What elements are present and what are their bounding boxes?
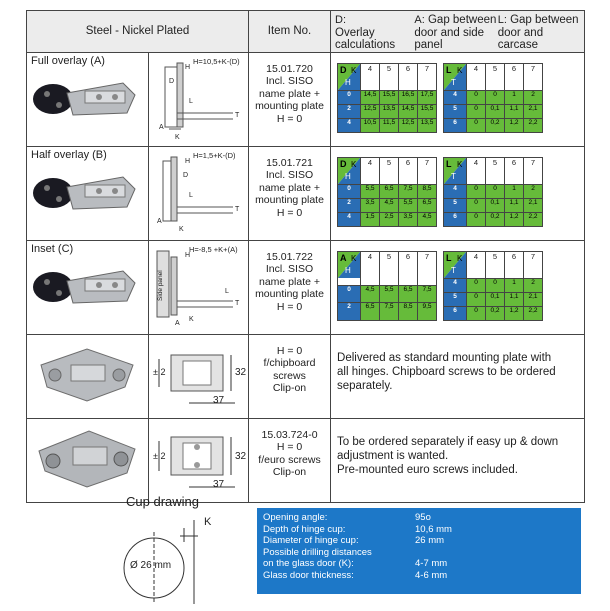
item-line: name plate + (259, 275, 321, 288)
grid-cell: 14,5 (399, 104, 418, 118)
hinge-photo (27, 67, 148, 129)
grid-cell: 17,5 (418, 90, 437, 104)
grid-cell: 6,5 (361, 303, 380, 321)
d-label: D: (335, 14, 347, 26)
grid-row-key: 4 (444, 184, 467, 198)
grid-cell: 1 (505, 184, 524, 198)
grid-k-letter: K (457, 65, 463, 75)
grid-col-header: 7 (418, 251, 437, 285)
hinge-name: Half overlay (B) (31, 148, 107, 161)
item-line: mounting plate (255, 288, 324, 301)
spec-row (263, 512, 581, 524)
grid-cell: 4,5 (380, 198, 399, 212)
grid-col-header: 6 (505, 251, 524, 278)
grid-cell: 7,5 (380, 303, 399, 321)
grid-cell: 2,1 (524, 198, 543, 212)
grid-cell: 13,5 (418, 118, 437, 132)
grid-cell: 2 (524, 184, 543, 198)
overlay-grid (443, 251, 543, 321)
overlay-grid (337, 157, 437, 227)
plate-description (331, 334, 585, 418)
item-line: mounting plate (255, 194, 324, 207)
item-line: mounting plate (255, 100, 324, 113)
grid-cell: 0,2 (486, 212, 505, 226)
item-line: H = 0 (276, 441, 303, 454)
item-line: H = 0 (276, 206, 303, 219)
spec-row (263, 558, 581, 570)
header-item-no: Item No. (249, 11, 331, 53)
spec-value: 4-6 mm (415, 569, 448, 581)
grid-cell: 0 (467, 212, 486, 226)
item-line: 15.01.720 (266, 62, 313, 75)
spec-row (263, 524, 581, 536)
plate-pm: ± 2 (153, 366, 166, 377)
grid-col-header: 6 (505, 63, 524, 90)
grid-row-key: 4 (444, 90, 467, 104)
grid-cell: 0,1 (486, 104, 505, 118)
grid-cell: 0 (486, 90, 505, 104)
grid-cell: 1,2 (505, 306, 524, 320)
hinge-name: Full overlay (A) (31, 54, 105, 67)
svg-text:K: K (189, 315, 194, 323)
grid-col-header: 6 (399, 157, 418, 184)
grid-sub-letter: H (345, 265, 351, 275)
grid-col-header: 6 (505, 157, 524, 184)
svg-text:T: T (235, 111, 240, 119)
grid-cell: 2,2 (524, 306, 543, 320)
hinge-photo (27, 255, 148, 317)
item-line: Incl. SISO (265, 169, 314, 182)
svg-text:T: T (235, 299, 240, 307)
grid-col-header: 5 (486, 157, 505, 184)
l-desc: Gap between door and carcase (497, 14, 579, 52)
svg-text:H: H (185, 157, 191, 165)
grid-col-header: 4 (361, 63, 380, 90)
text-line: Delivered as standard mounting plate with (337, 351, 552, 364)
a-desc: Gap between door and side panel (414, 14, 497, 52)
hinge-photo (27, 161, 148, 223)
item-line: name plate + (259, 181, 321, 194)
grid-cell: 1 (505, 90, 524, 104)
plate-height: 32 (235, 366, 247, 378)
item-line: Incl. SISO (265, 75, 314, 88)
svg-text:T: T (235, 205, 240, 213)
item-line: Clip-on (272, 382, 307, 395)
spec-label: Diameter of hinge cup: (263, 535, 359, 546)
spec-label: Possible drilling distances (263, 546, 372, 558)
plate-item (249, 334, 331, 418)
plate-row-euro (27, 418, 585, 502)
grid-corner (338, 251, 361, 285)
grid-row-key: 4 (338, 118, 361, 132)
item-line: 15.01.722 (266, 250, 313, 263)
hinge-spec-table (26, 10, 585, 503)
spec-label: Glass door thickness: (263, 569, 354, 581)
grid-cell: 3,5 (361, 198, 380, 212)
grid-cell: 0,1 (486, 292, 505, 306)
grid-row-key: 0 (338, 285, 361, 303)
spec-label: Depth of hinge cup: (263, 523, 346, 535)
grid-row-key: 0 (338, 184, 361, 198)
grid-k-letter: K (351, 65, 357, 75)
cup-k-label: K (204, 516, 212, 528)
spec-box (257, 508, 581, 594)
grid-cell: 1,5 (361, 212, 380, 226)
grid-row-key: 5 (444, 198, 467, 212)
plate-row-chipboard (27, 334, 585, 418)
svg-text:A: A (159, 123, 164, 131)
text-line: Pre-mounted euro screws included. (337, 463, 518, 476)
grid-col-header: 4 (467, 251, 486, 278)
grid-row-key: 6 (444, 212, 467, 226)
grid-sub-letter: T (451, 77, 456, 87)
item-line: 15.01.721 (266, 156, 313, 169)
grid-col-header: 5 (380, 157, 399, 184)
svg-text:L: L (189, 191, 193, 199)
spec-row (263, 547, 581, 559)
cup-drawing-title: Cup drawing (126, 494, 199, 509)
svg-text:L: L (189, 97, 193, 105)
overlay-drawing (149, 53, 248, 146)
plate-drawing (149, 335, 248, 418)
svg-text:K: K (179, 225, 184, 233)
svg-text:A: A (157, 217, 162, 225)
grid-corner-letter: L (446, 64, 452, 75)
grid-cell: 0 (467, 90, 486, 104)
plate-item (249, 418, 331, 502)
overlay-grid (443, 63, 543, 133)
grid-cell: 7,5 (418, 285, 437, 303)
grid-col-header: 7 (418, 63, 437, 90)
grid-cell: 14,5 (361, 90, 380, 104)
hinge-name: Inset (C) (31, 242, 74, 255)
grid-cell: 13,5 (380, 104, 399, 118)
svg-text:H: H (185, 63, 191, 71)
svg-text:D: D (169, 77, 175, 85)
header-product: Steel - Nickel Plated (27, 11, 249, 53)
grid-cell: 12,5 (399, 118, 418, 132)
grid-cell: 0 (467, 306, 486, 320)
grid-col-header: 7 (524, 251, 543, 278)
grid-col-header: 6 (399, 63, 418, 90)
grid-col-header: 7 (418, 157, 437, 184)
grid-cell: 1,1 (505, 198, 524, 212)
item-line: H = 0 (276, 112, 303, 125)
grid-cell: 9,5 (418, 303, 437, 321)
grid-col-header: 6 (399, 251, 418, 285)
grid-cell: 16,5 (399, 90, 418, 104)
grid-col-header: 4 (361, 157, 380, 184)
item-line: H = 0 (276, 300, 303, 313)
spec-value: 4-7 mm (415, 558, 448, 569)
item-number (249, 240, 331, 334)
grid-cell: 2,2 (524, 212, 543, 226)
grid-row-key: 2 (338, 303, 361, 321)
overlay-drawing (149, 241, 248, 334)
svg-text:A: A (175, 319, 180, 327)
overlay-grid (337, 251, 437, 321)
grid-corner-letter: L (446, 158, 452, 169)
plate-pm: ± 2 (153, 450, 166, 461)
spec-label: on the glass door (K): (263, 558, 354, 569)
text-line: all hinges. Chipboard screws to be ordered (337, 365, 556, 378)
grid-col-header: 5 (380, 63, 399, 90)
grid-cell: 6,5 (418, 198, 437, 212)
grid-cell: 0 (486, 184, 505, 198)
formula: H=-8,5 +K+(A) (189, 244, 238, 254)
svg-text:L: L (225, 287, 229, 295)
plate-description (331, 418, 585, 502)
grid-cell: 1,1 (505, 104, 524, 118)
grid-k-letter: K (457, 159, 463, 169)
grid-cell: 0 (467, 292, 486, 306)
grid-corner-letter: D (340, 158, 347, 169)
grid-corner (444, 63, 467, 90)
grid-cell: 6,5 (380, 184, 399, 198)
grid-corner-letter: A (340, 252, 347, 263)
spec-value: 95o (415, 512, 431, 523)
overlay-grid (443, 157, 543, 227)
side-panel-label: Side panel (157, 270, 164, 301)
cup-drawing (118, 512, 228, 606)
plate-photo (27, 419, 148, 497)
grid-cell: 4,5 (361, 285, 380, 303)
grid-row-key: 2 (338, 104, 361, 118)
grid-row-key: 0 (338, 90, 361, 104)
grid-corner (338, 157, 361, 184)
grid-cell: 0 (467, 184, 486, 198)
grid-col-header: 4 (467, 157, 486, 184)
item-line: f/euro screws (258, 453, 321, 466)
grid-cell: 1,2 (505, 212, 524, 226)
grid-corner-letter: D (340, 64, 347, 75)
text-line: separately. (337, 379, 393, 392)
svg-text:H: H (185, 251, 191, 259)
grid-cell: 2,5 (380, 212, 399, 226)
grid-cell: 0 (467, 118, 486, 132)
grid-row-key: 6 (444, 306, 467, 320)
formula: H=10,5+K-(D) (193, 56, 240, 66)
grid-row-key: 5 (444, 104, 467, 118)
grid-corner (444, 157, 467, 184)
spec-value: 10,6 mm (415, 523, 452, 535)
grid-cell: 7,5 (399, 184, 418, 198)
grid-cell: 5,5 (399, 198, 418, 212)
grid-cell: 2,2 (524, 118, 543, 132)
grid-cell: 8,5 (399, 303, 418, 321)
item-line: name plate + (259, 87, 321, 100)
cup-diameter: Ø 26 mm (130, 560, 172, 571)
grid-cell: 4,5 (418, 212, 437, 226)
grid-cell: 2 (524, 278, 543, 292)
grid-cell: 0,2 (486, 118, 505, 132)
grid-col-header: 4 (361, 251, 380, 285)
grid-cell: 8,5 (418, 184, 437, 198)
item-number (249, 52, 331, 146)
grid-cell: 11,5 (380, 118, 399, 132)
grid-cell: 0,1 (486, 198, 505, 212)
grid-sub-letter: T (451, 265, 456, 275)
grid-cell: 5,5 (380, 285, 399, 303)
grid-k-letter: K (457, 253, 463, 263)
svg-text:D: D (183, 171, 189, 179)
grid-cell: 1 (505, 278, 524, 292)
grid-row-key: 4 (338, 212, 361, 226)
grid-k-letter: K (351, 253, 357, 263)
svg-text:K: K (175, 133, 180, 141)
formula: H=1,5+K-(D) (193, 150, 236, 160)
d-desc: Overlay calculations (335, 26, 396, 52)
plate-drawing (149, 419, 248, 502)
grid-cell: 0 (467, 104, 486, 118)
item-line: f/chipboard (263, 357, 316, 370)
header-legend (331, 11, 585, 53)
spec-row (263, 570, 581, 582)
overlay-drawing (149, 147, 248, 240)
overlay-grid (337, 63, 437, 133)
grid-sub-letter: T (451, 171, 456, 181)
item-number (249, 146, 331, 240)
item-line: screws (273, 369, 306, 382)
plate-width: 37 (213, 478, 225, 490)
grid-cell: 5,5 (361, 184, 380, 198)
plate-width: 37 (213, 394, 225, 406)
grid-cell: 15,5 (418, 104, 437, 118)
spec-label: Opening angle: (263, 512, 328, 523)
spec-value: 26 mm (415, 535, 445, 546)
text-line: To be ordered separately if easy up & down (337, 435, 559, 448)
grid-corner-letter: L (446, 252, 452, 263)
item-line: Clip-on (272, 466, 307, 479)
grid-col-header: 5 (486, 63, 505, 90)
text-line: adjustment is wanted. (337, 449, 449, 462)
grid-col-header: 4 (467, 63, 486, 90)
grid-col-header: 7 (524, 157, 543, 184)
grid-row-key: 2 (338, 198, 361, 212)
grid-cell: 0 (467, 198, 486, 212)
grid-k-letter: K (351, 159, 357, 169)
grid-corner (338, 63, 361, 90)
grid-row-key: 6 (444, 118, 467, 132)
item-line: H = 0 (276, 344, 303, 357)
plate-height: 32 (235, 450, 247, 462)
grid-cell: 1,2 (505, 118, 524, 132)
grid-cell: 2,1 (524, 292, 543, 306)
grid-cell: 6,5 (399, 285, 418, 303)
hinge-row-inset (27, 240, 585, 334)
grid-corner (444, 251, 467, 278)
grid-cell: 2 (524, 90, 543, 104)
grid-cell: 10,5 (361, 118, 380, 132)
hinge-row-half-overlay (27, 146, 585, 240)
grid-col-header: 5 (380, 251, 399, 285)
grid-cell: 0 (467, 278, 486, 292)
grid-sub-letter: H (345, 77, 351, 87)
grid-col-header: 5 (486, 251, 505, 278)
plate-photo (27, 335, 148, 413)
l-label: L: (497, 14, 507, 26)
grid-cell: 1,1 (505, 292, 524, 306)
grid-col-header: 7 (524, 63, 543, 90)
grid-cell: 0 (486, 278, 505, 292)
spec-row (263, 535, 581, 547)
grid-sub-letter: H (345, 171, 351, 181)
grid-row-key: 4 (444, 278, 467, 292)
grid-cell: 2,1 (524, 104, 543, 118)
grid-cell: 12,5 (361, 104, 380, 118)
grid-cell: 15,5 (380, 90, 399, 104)
item-line: Incl. SISO (265, 263, 314, 276)
hinge-row-full-overlay (27, 52, 585, 146)
a-label: A: (414, 14, 425, 26)
grid-cell: 0,2 (486, 306, 505, 320)
grid-row-key: 5 (444, 292, 467, 306)
grid-cell: 3,5 (399, 212, 418, 226)
item-line: 15.03.724-0 (261, 428, 318, 441)
